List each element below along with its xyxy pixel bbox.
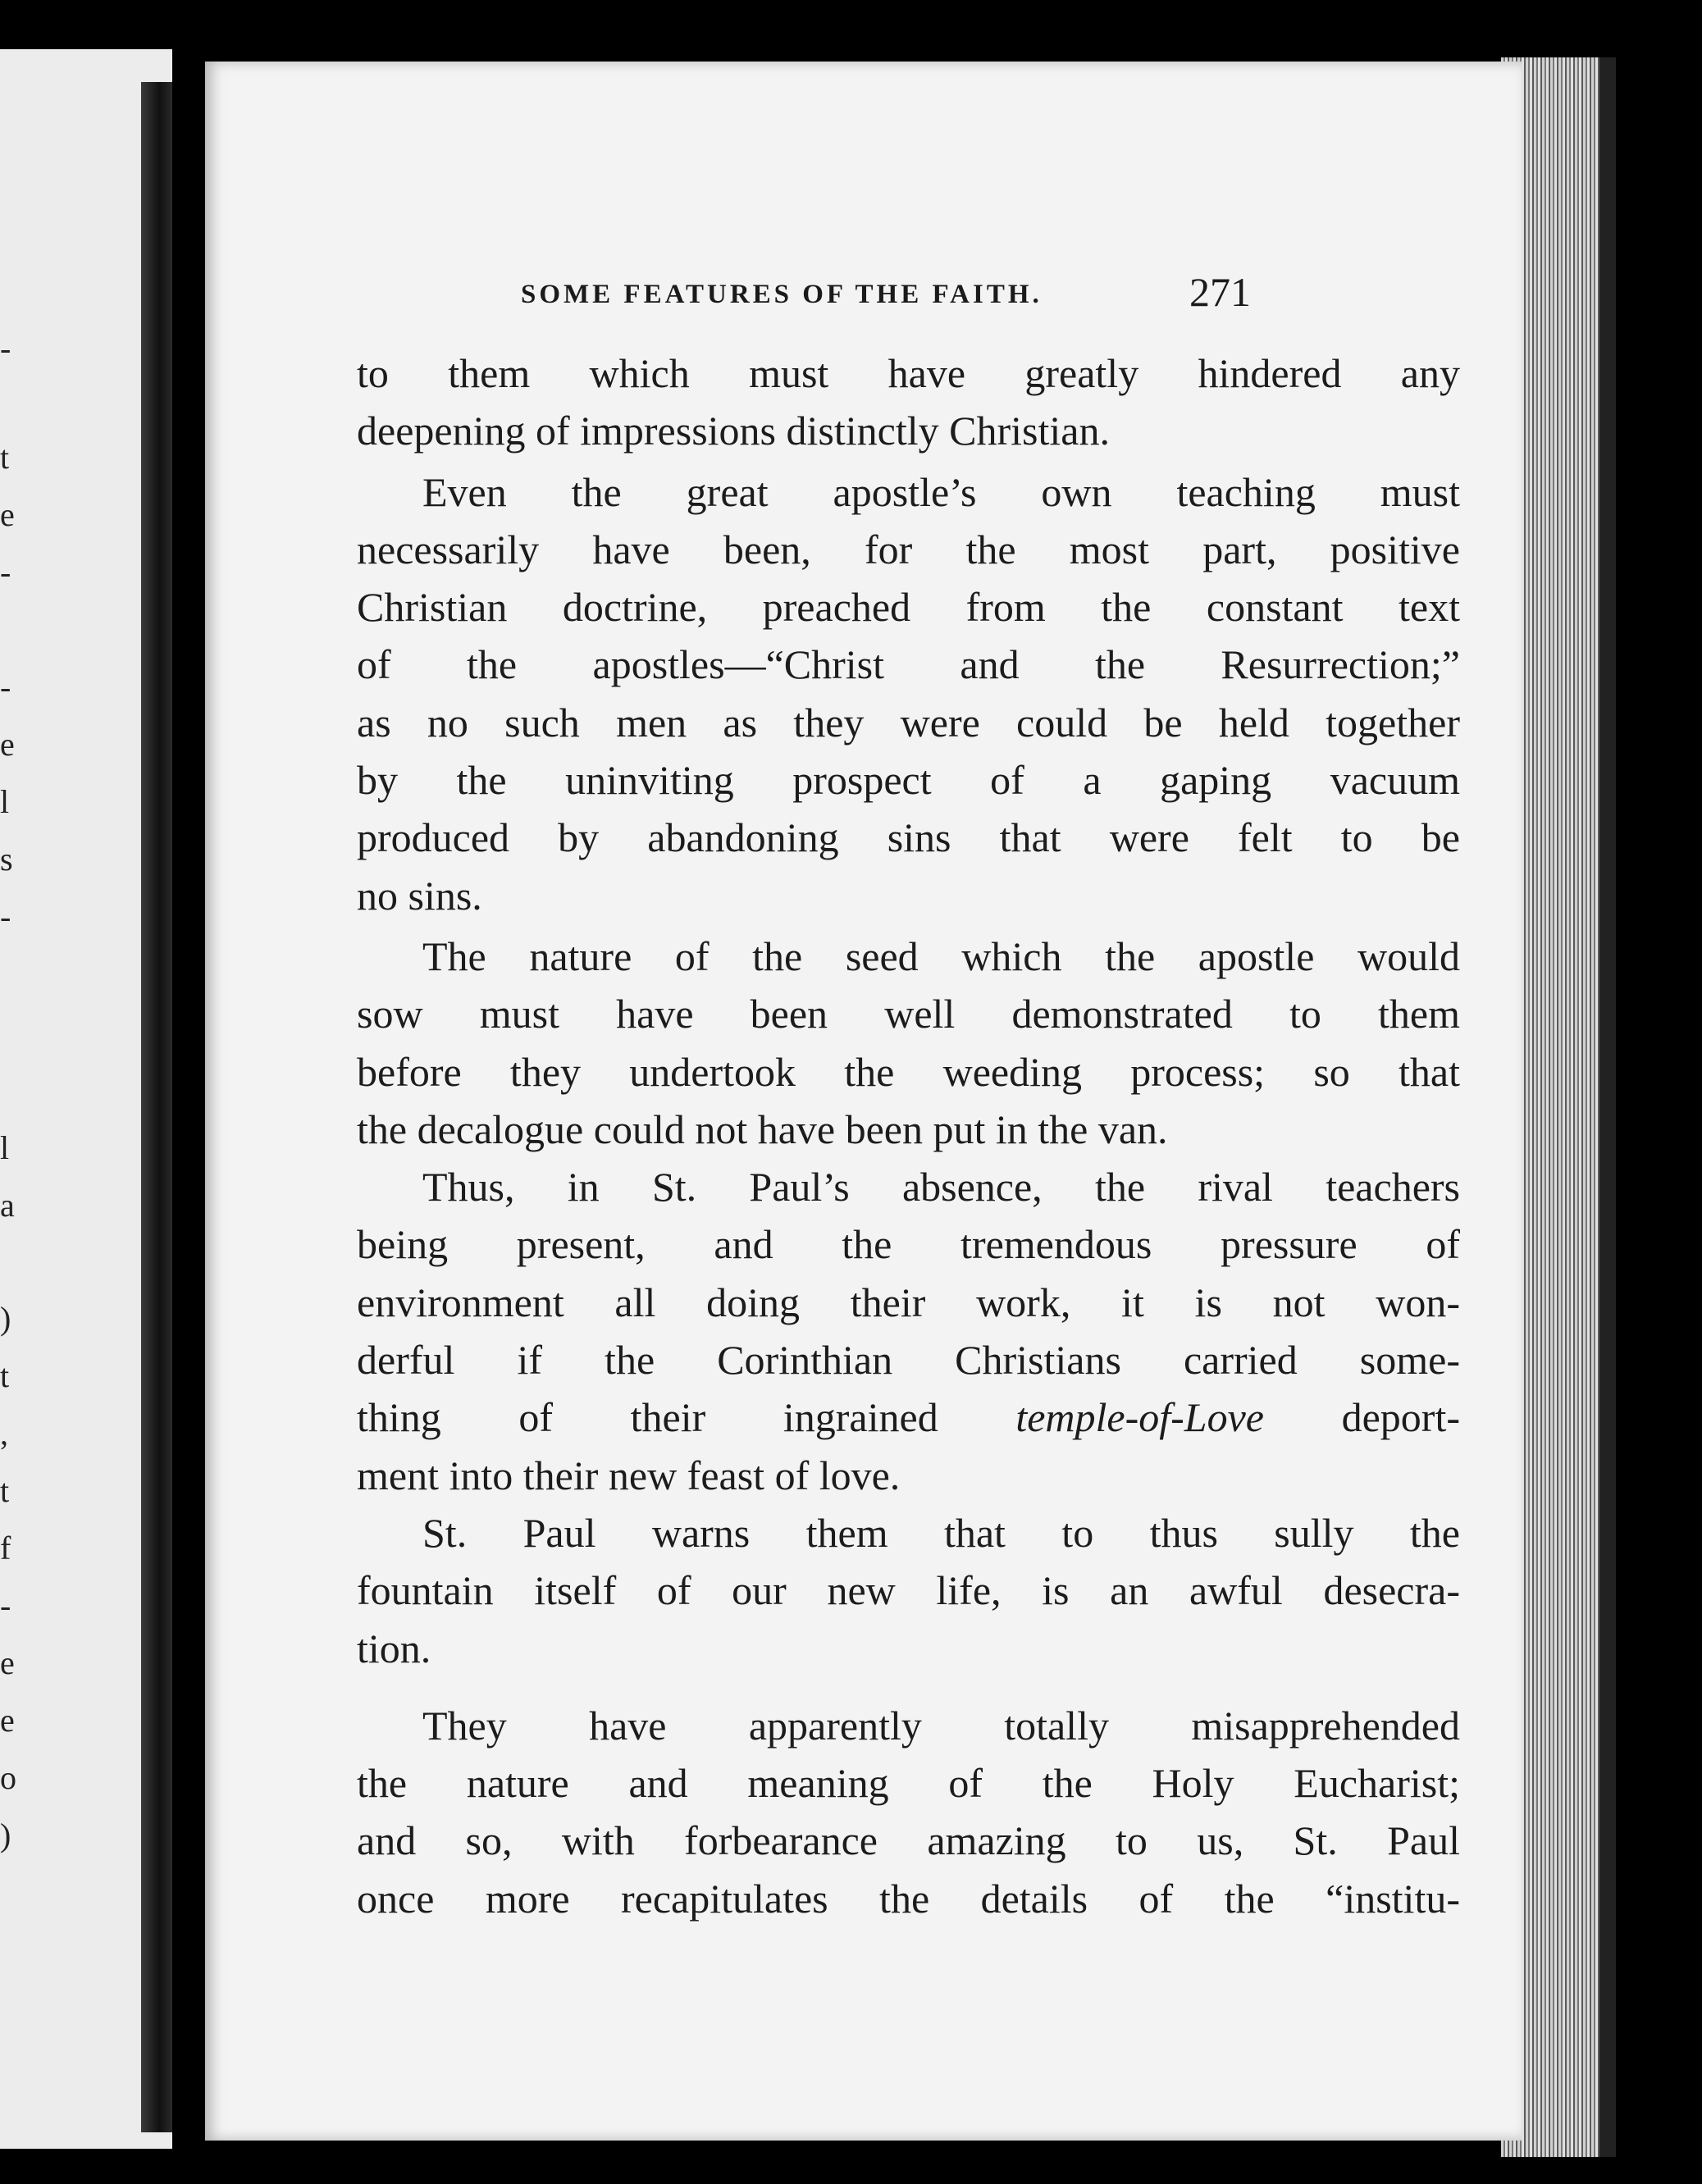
italic-phrase: temple-of-Love	[1015, 1394, 1264, 1441]
left-fragment: t	[0, 439, 10, 476]
text-line: environment all doing their work, it is not won-	[357, 1279, 1460, 1325]
text-line: St. Paul warns them that to thus sully the	[422, 1509, 1460, 1556]
left-fragment: l	[0, 1129, 10, 1166]
text-line: produced by abandoning sins that were felt to be	[357, 814, 1460, 861]
text-line: the decalogue could not have been put in the van.	[357, 1106, 1168, 1152]
text-line: once more recapitulates the details of the “institu-	[357, 1875, 1460, 1922]
text-line: Thus, in St. Paul’s absence, the rival teachers	[422, 1164, 1460, 1211]
left-fragment: f	[0, 1530, 11, 1566]
page-number: 271	[1189, 269, 1251, 315]
text-line-mixed	[357, 1388, 1460, 1446]
left-fragment: t	[0, 1472, 10, 1509]
left-fragment: -	[0, 668, 11, 705]
text-segment: deport-	[1341, 1394, 1460, 1441]
left-fragment: a	[0, 1187, 15, 1224]
left-page-text-fragments	[0, 49, 25, 2149]
text-line: Christian doctrine, preached from the constant text	[357, 584, 1460, 631]
body-text	[357, 344, 1460, 1927]
text-line: tion.	[357, 1625, 431, 1671]
text-line: deepening of impressions distinctly Christian.	[357, 408, 1110, 454]
left-fragment: o	[0, 1759, 16, 1796]
left-fragment: t	[0, 1357, 10, 1394]
text-segment: thing of their ingrained	[357, 1394, 938, 1441]
left-fragment: e	[0, 726, 15, 763]
left-fragment: e	[0, 1644, 15, 1681]
text-line: sow must have been well demonstrated to them	[357, 991, 1460, 1037]
text-line: as no such men as they were could be held together	[357, 699, 1460, 745]
text-line: necessarily have been, for the most part, positive	[357, 526, 1460, 572]
left-fragment: -	[0, 554, 11, 590]
book-page	[205, 62, 1522, 2141]
left-fragment: e	[0, 1702, 15, 1739]
left-fragment: -	[0, 898, 11, 935]
text-line: ment into their new feast of love.	[357, 1452, 901, 1498]
left-fragment: -	[0, 330, 11, 367]
left-fragment: ,	[0, 1415, 8, 1452]
text-line: of the apostles—“Christ and the Resurrection;”	[357, 641, 1460, 688]
book-gutter	[141, 82, 172, 2132]
running-title: SOME FEATURES OF THE FAITH.	[521, 280, 1043, 309]
text-line: fountain itself of our new life, is an awful desecra-	[357, 1567, 1460, 1614]
running-head	[205, 269, 1460, 331]
left-facing-page	[0, 49, 172, 2149]
text-line: Even the great apostle’s own teaching must	[422, 468, 1460, 515]
left-fragment: )	[0, 1817, 11, 1853]
left-fragment: l	[0, 783, 10, 820]
text-line: They have apparently totally misapprehended	[422, 1702, 1460, 1749]
left-fragment: )	[0, 1300, 11, 1337]
text-line: being present, and the tremendous pressure of	[357, 1221, 1460, 1268]
left-fragment: e	[0, 496, 15, 533]
left-fragment: s	[0, 841, 13, 878]
text-line: before they undertook the weeding process; so that	[357, 1048, 1460, 1095]
text-line: the nature and meaning of the Holy Eucharist;	[357, 1760, 1460, 1807]
text-line: derful if the Corinthian Christians carried some-	[357, 1337, 1460, 1384]
left-fragment: -	[0, 1587, 11, 1624]
text-line: no sins.	[357, 872, 482, 919]
text-line: The nature of the seed which the apostle would	[422, 932, 1460, 979]
text-line: and so, with forbearance amazing to us, St. Paul	[357, 1817, 1460, 1864]
text-line: by the uninviting prospect of a gaping vacuum	[357, 757, 1460, 804]
text-line: to them which must have greatly hindered any	[357, 350, 1460, 396]
